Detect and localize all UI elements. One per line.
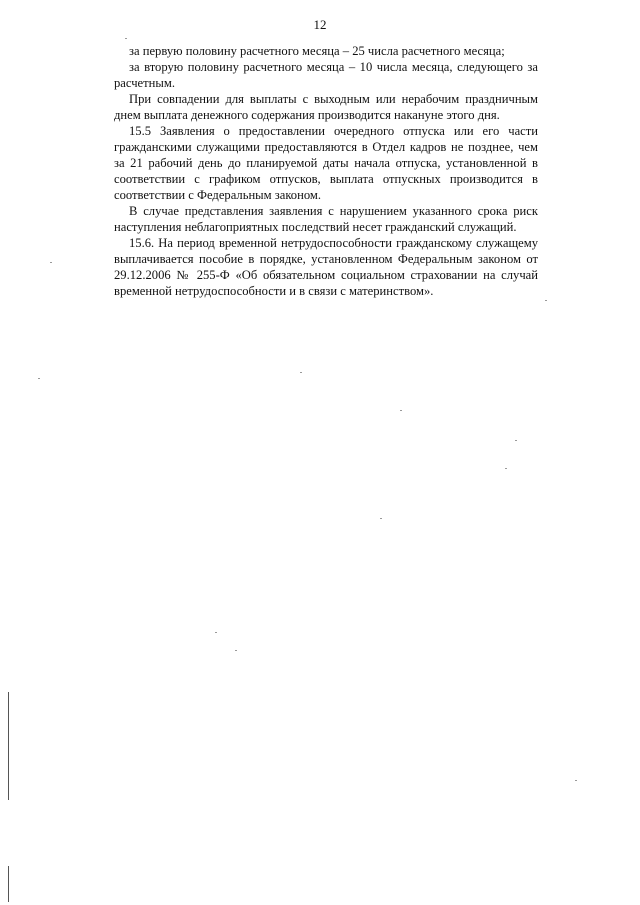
paragraph-15-6-sick-leave-benefit: 15.6. На период временной нетрудоспособности гражданскому служащему выплачивается пособие в порядке, установленном Федеральным законом от 29.12.2006 № 255-Ф «Об обязательном социальном страховании на случай временной нетрудоспособности и в связи с материнством». bbox=[114, 236, 538, 298]
scan-speck bbox=[215, 632, 217, 633]
paragraph-late-application-risk: В случае представления заявления с нарушением указанного срока риск наступления неблагоприятных последствий несет гражданский служащий. bbox=[114, 204, 538, 234]
scan-speck bbox=[505, 468, 507, 469]
scan-speck bbox=[125, 38, 127, 39]
scan-speck bbox=[575, 780, 577, 781]
scan-speck bbox=[50, 262, 52, 263]
scan-speck bbox=[400, 410, 402, 411]
paragraph-second-half-payment: за вторую половину расчетного месяца – 10 числа месяца, следующего за расчетным. bbox=[114, 60, 538, 90]
scan-speck bbox=[545, 300, 547, 301]
scan-speck bbox=[300, 372, 302, 373]
paragraph-15-5-vacation-application: 15.5 Заявления о предоставлении очередного отпуска или его части гражданскими служащими предоставляются в Отдел кадров не позднее, чем за 21 рабочий день до планируемой даты начала отпуска, установленной в соответствии с графиком отпусков, выплата отпускных производится в соответствии с Федеральным законом. bbox=[114, 124, 538, 202]
paragraph-first-half-payment: за первую половину расчетного месяца – 25 числа расчетного месяца; bbox=[129, 44, 505, 58]
scan-margin-line bbox=[8, 692, 9, 800]
scan-speck bbox=[235, 650, 237, 651]
scan-speck bbox=[380, 518, 382, 519]
page-number: 12 bbox=[313, 17, 327, 32]
scan-margin-line bbox=[8, 866, 9, 902]
document-body bbox=[114, 43, 538, 299]
paragraph-holiday-payment: При совпадении для выплаты с выходным или нерабочим праздничным днем выплата денежного содержания производится накануне этого дня. bbox=[114, 92, 538, 122]
scan-speck bbox=[515, 440, 517, 441]
scan-speck bbox=[38, 378, 40, 379]
